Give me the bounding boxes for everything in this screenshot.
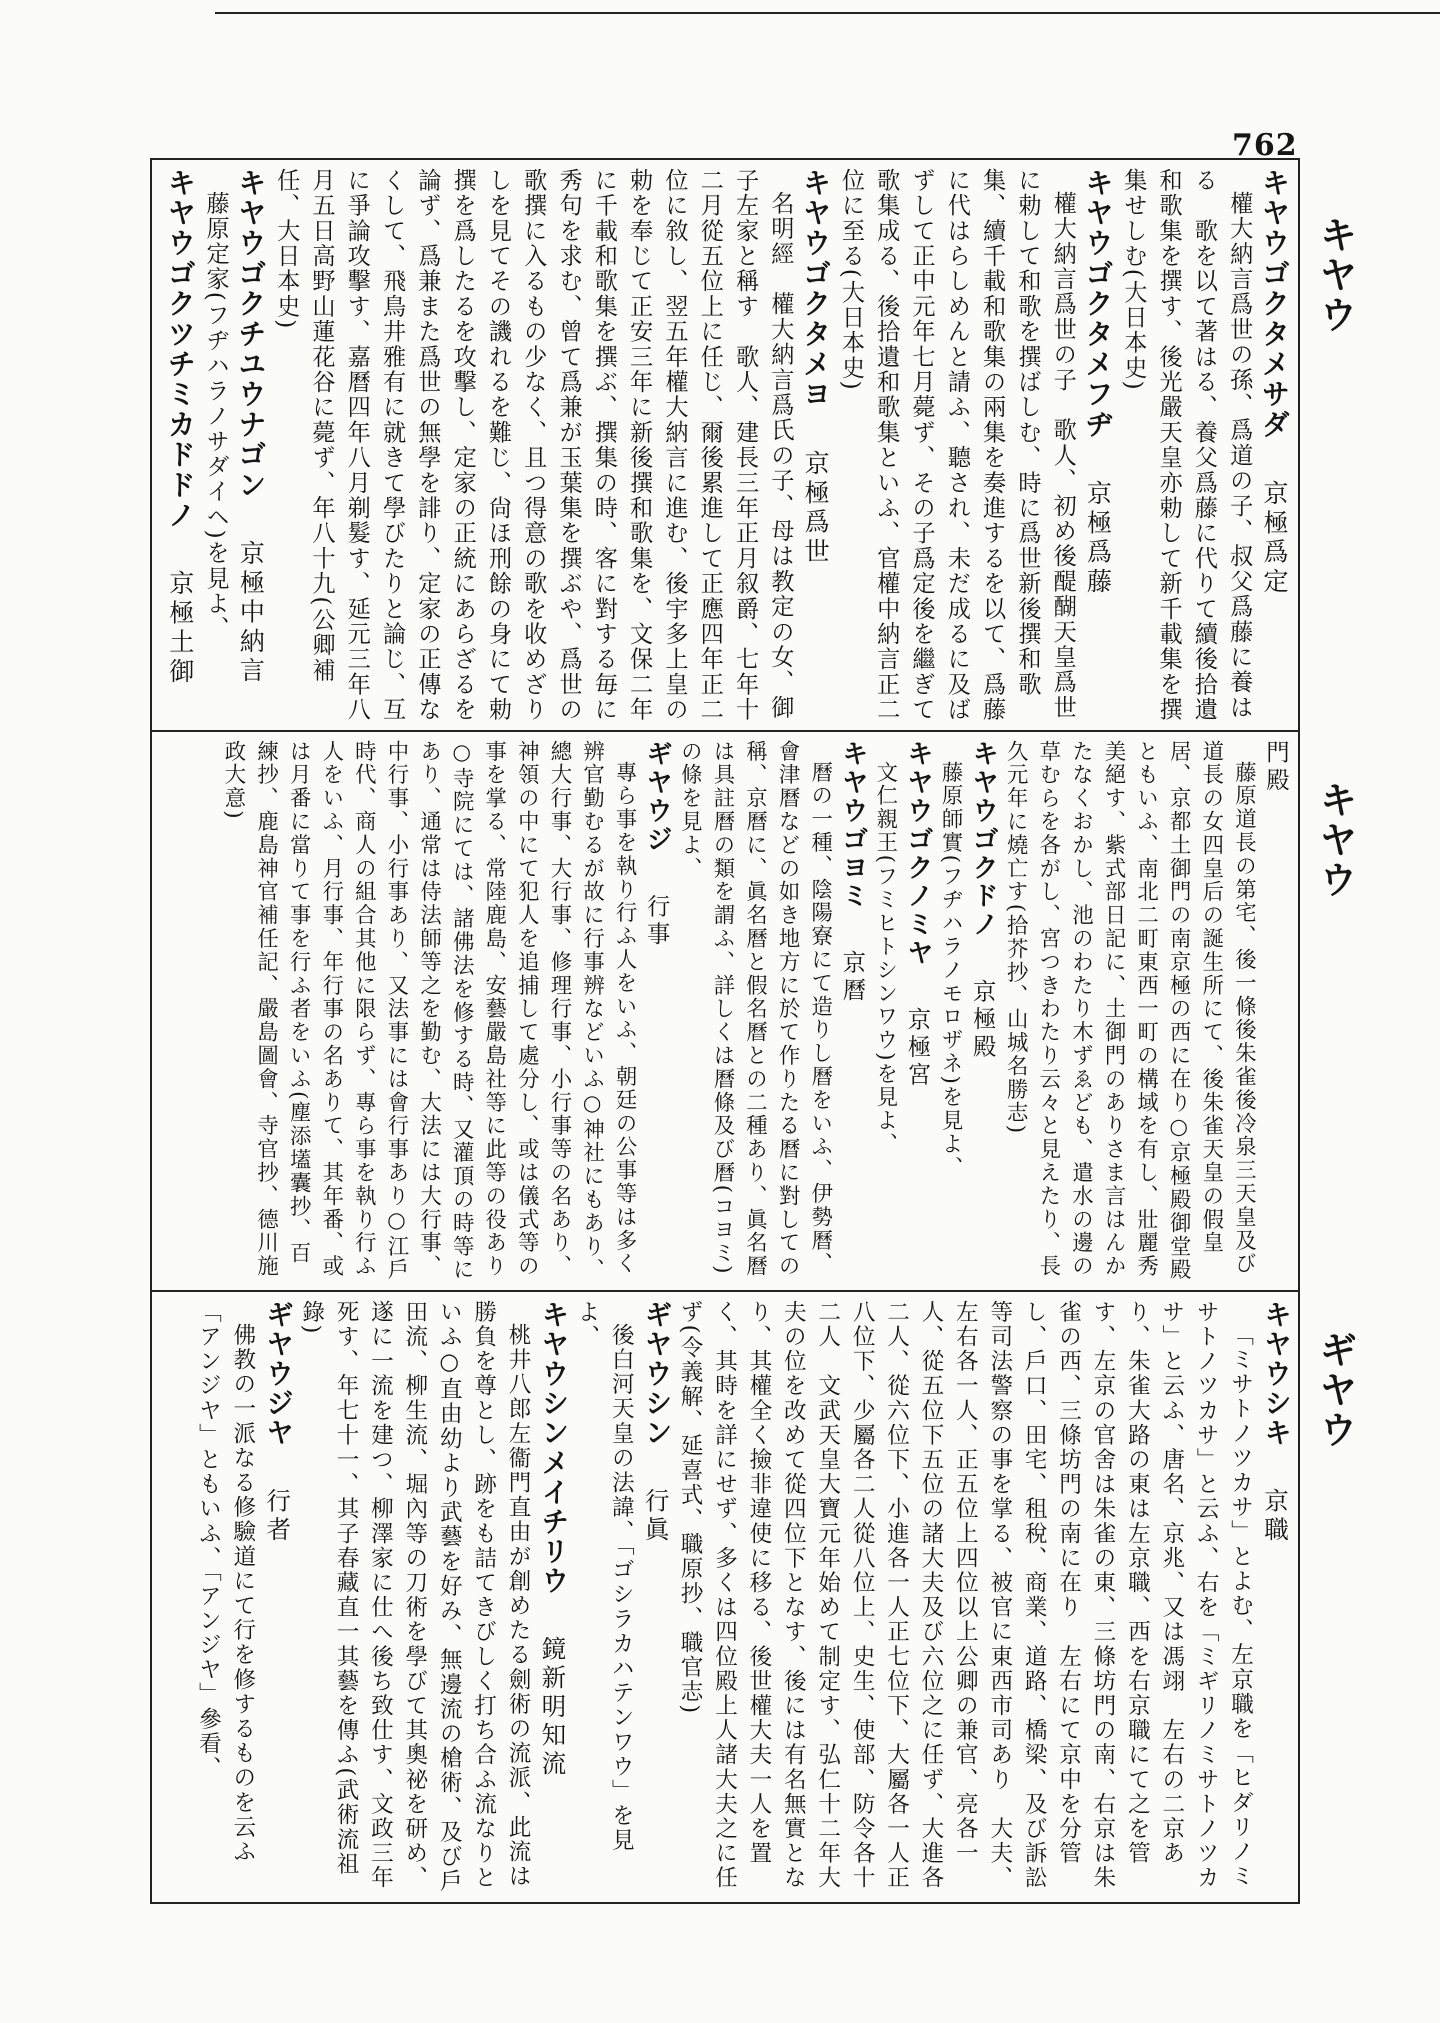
entry-body: 權大納言爲世の子 歌人、初め後醍醐天皇爲世に勅して和歌を撰ばしむ、時に爲世新後撰和歌集、續千載和歌集の兩集を奏進するを以て、爲藤に代はらしめんと請ふ、聽され、未だ成るに及ばずして正中元年七月薨ず、その子爲定後を繼ぎて歌集成る、後拾遺和歌集といふ、官權中納言正二位に至る(大日本史) <box>837 168 1077 723</box>
entry-heading <box>163 168 198 724</box>
entry-kanji-term: 京極爲世 <box>801 449 831 567</box>
entry-heading <box>1080 168 1115 724</box>
entry-heading <box>836 740 869 1284</box>
entry-kanji-term: 京極殿 <box>968 978 997 1062</box>
top-rule <box>215 12 1440 14</box>
entry-body: 佛教の一派なる修驗道にて行を修するものを云ふ「アンジヤ」ともいふ、「アンジヤ」參看、 <box>195 1300 256 1864</box>
frame-left-rule <box>150 158 152 1903</box>
entry-body: 文仁親王(フミヒトシンワウ)を見よ、 <box>872 761 898 1157</box>
dictionary-entry <box>868 740 933 1284</box>
upper-tier <box>156 168 1292 724</box>
dictionary-entry <box>198 168 269 724</box>
entry-kana-reading: キヤウゴクドノ <box>967 740 999 939</box>
entry-kanji-term: 京曆 <box>838 950 867 1006</box>
entry-heading <box>966 740 999 1284</box>
dictionary-entry <box>999 740 1292 1284</box>
entry-kana-reading: ギヤウジヤ <box>261 1300 295 1448</box>
entry-heading <box>1257 168 1292 724</box>
page-number: 762 <box>1232 128 1298 163</box>
dictionary-entry <box>191 1300 294 1896</box>
entry-kanji-term: 行者 <box>263 1488 293 1546</box>
entry-kanji-term: 京職 <box>1261 1488 1290 1546</box>
entry-heading <box>535 1300 569 1896</box>
entry-kana-reading: キヤウゴヨミ <box>837 740 869 911</box>
entry-body: 藤原師實(フヂハラノモロザネ)を見よ、 <box>938 761 964 1180</box>
entry-kana-reading: キヤウゴクツチミカドドノ <box>163 168 197 531</box>
entry-kanji-term: 京極土御 <box>165 570 195 688</box>
entry-body: 名明經 權大納言爲氏の子、母は教定の女、御子左家と稱す 歌人、建長三年正月叙爵、七年十二月從五位上に任じ、爾後累進して正應四年正二位に敘し、翌五年權大納言に進む、後宇多上皇の勅を奉じて正安三年に新後撰和歌集を、文保二年に千載和歌集を撰ぶ、撰集の時、客に對する毎に秀句を求む、曾て爲兼が玉葉集を撰ぶや、爲世の歌撰に入るもの少なく、且つ得意の歌を收めざりしを見てその譏れるを難じ、尙ほ刑餘の身にて勅撰を爲したるを攻擊し、定家の正統にあらざるを論ず、爲兼また爲世の無學を誹り、定家の正傳なくして、飛鳥井雅有に就きて學びたりと論じ、互に爭論攻擊す、嘉曆四年八月剃髮す、延元三年八月五日高野山蓮花谷に薨ず、年八十九(公卿補任、大日本史) <box>272 168 794 723</box>
entry-kanji-term: 鏡新明知流 <box>538 1636 568 1779</box>
entry-heading <box>638 1300 672 1896</box>
entry-kanji-term: 京極爲藤 <box>1083 479 1113 597</box>
entry-kana-reading: キヤウゴクタメフヂ <box>1081 168 1115 440</box>
entry-kana-reading: キヤウシンメイチリウ <box>536 1300 570 1596</box>
tier-divider-1 <box>150 730 1300 732</box>
entry-kanji-term: 行眞 <box>641 1488 671 1546</box>
dictionary-entry <box>673 740 869 1284</box>
entry-heading <box>1258 1300 1292 1896</box>
frame-top-rule <box>150 158 1300 160</box>
entry-heading <box>798 168 833 724</box>
entry-heading <box>901 740 934 1284</box>
entry-kana-reading: ギヤウジ <box>641 740 673 854</box>
entry-kana-reading: キヤウシキ <box>1259 1300 1292 1448</box>
entry-kanji-term: 京極宮 <box>903 1007 932 1090</box>
entry-kana-reading: ギヤウシン <box>639 1300 673 1448</box>
entry-body: 藤原定家(フヂハラノサダイヘ)を見よ、 <box>202 191 230 642</box>
entry-kanji-term: 京極爲定 <box>1260 479 1289 597</box>
entry-heading <box>233 168 268 724</box>
dictionary-entry <box>1116 168 1292 724</box>
frame-right-rule <box>1298 158 1300 1903</box>
dictionary-entry <box>216 740 672 1284</box>
entry-kana-reading: キヤウゴクノミヤ <box>902 740 934 968</box>
entry-body: 專ら事を執り行ふ人をいふ、朝廷の公事等は多く辨官勤むるが故に行事辨などいふ○神社にもあり、總大行事、大行事、修理行事、小行事等の名あり、神領の中にて犯人を追捕して處分し、或は儀式等の事を掌る、常陸鹿島、安藝嚴島社等に此等の役あり○寺院にては、諸佛法を修する時、又灌頂の時等にあり、通常は侍法師等之を勤む、大法には大行事、中行事、小行事あり、又法事には會行事あり○江戶時代、商人の組合其他に限らず、專ら事を執り行ふ人をいふ、月行事、年行事の名ありて、其年番、或は月番に當りて事を行ふ者をいふ(塵添壒囊抄、百練抄、鹿島神官補任記、嚴島圖會、寺官抄、德川施政大意) <box>221 740 638 1282</box>
dictionary-entry <box>268 168 833 724</box>
entry-kanji-term: 行事 <box>642 893 671 949</box>
dictionary-entry <box>673 1300 1292 1896</box>
tier-divider-2 <box>150 1290 1300 1292</box>
entry-heading <box>640 740 673 1284</box>
entry-body: 後白河天皇の法諱、「ゴシラカハテンワウ」を見よ、 <box>573 1300 635 1853</box>
entry-kana-reading: キヤウゴクタメヨ <box>799 168 833 410</box>
dictionary-entry <box>833 168 1115 724</box>
section-header-middle: キヤウ <box>1313 780 1357 900</box>
entry-body: 桃井八郎左衞門直由が創めたる劍術の流派、此流は勝負を尊とし、跡をも詰てきびしく打ち合ふ流なりといふ○直由幼より武藝を好み、無邊流の槍術、及び戶田流、柳生流、堀內等の刀術を學びて其奧祕を研め、遂に一流を建つ、柳澤家に仕へ後ち致仕す、文政三年死す、年七十一、其子春藏直一其藝を傳ふ(武術流祖錄) <box>298 1300 532 1894</box>
lower-tier <box>156 1300 1292 1896</box>
entry-kanji-term: 京極中納言 <box>236 540 266 687</box>
dictionary-entry <box>569 1300 672 1896</box>
entry-kana-reading: キヤウゴクチユウナゴン <box>234 168 268 501</box>
entry-body: 曆の一種、陰陽寮にて造りし曆をいふ、伊勢曆、會津曆などの如き地方に於て作りたる曆に對しての稱、京曆に、眞名曆と假名曆との二種あり、眞名曆は具註曆の類を謂ふ、詳しくは曆條及び曆(コヨミ)の條を見よ、 <box>677 740 833 1279</box>
entry-body: 「ミサトノツカサ」とよむ、左京職を「ヒダリノミサトノツカサ」と云ふ、右を「ミギリノミサトノツカサ」と云ふ、唐名、京兆、又は馮翊 左右の二京あり、朱雀大路の東は左京職、西を右京職にて之を管す、左京の官舍は朱雀の東、三條坊門の南、右京は朱雀の西、三條坊門の南に在り 左右にて京中を分管し、戶口、田宅、租稅、商業、道路、橋梁、及び訴訟等司法警察の事を掌る、被官に東西市司あり 大夫、左右各一人、正五位上四位以上公卿の兼官、亮各一人、從五位下五位の諸大夫及び六位之に任ず、大進各二人、從六位下、小進各一人正七位下、大屬各一人正八位下、少屬各二人從八位上、史生、使部、防令各十二人 文武天皇大寶元年始めて制定す、弘仁十二年大夫の位を改めて從四位下となす、後には有名無實となり、其權全く撿非違使に移る、後世權大夫一人を置く、其時を詳にせず、多くは四位殿上人諸大夫之に任ず(令義解、延喜式、職原抄、職官志) <box>677 1300 1254 1891</box>
frame-bottom-rule <box>150 1902 1300 1904</box>
dictionary-entry <box>933 740 998 1284</box>
entry-body: 藤原道長の第宅、後一條後朱雀後冷泉三天皇及び道長の女四皇后の誕生所にて、後朱雀天皇の假皇居、京都土御門の南京極の西に在り○京極殿御堂殿ともいふ、南北二町東西一町の構域を有し、壯麗秀美絕す、紫式部日記に、土御門のありさま言はんかたなくおかし、池のわたり木ずゑども、遣水の邊の草むらを各がし、宮つきわたり云々と見えたり、長久元年に燒亡す(拾芥抄、山城名勝志) <box>1003 740 1257 1282</box>
section-header-upper: キヤウ <box>1313 215 1357 335</box>
dictionary-entry <box>294 1300 569 1896</box>
section-header-lower: ギヤウ <box>1313 1330 1357 1450</box>
dictionary-entry <box>163 168 198 724</box>
middle-tier <box>156 740 1292 1284</box>
entry-kana-reading: キヤウゴクタメサダ <box>1258 168 1291 440</box>
entry-kanji-term: 門殿 <box>1262 740 1290 795</box>
entry-body: 權大納言爲世の孫、爲道の子、叔父爲藤に養はる 歌を以て著はる、養父爲藤に代りて續後拾遺和歌集を撰す、後光嚴天皇亦勅して新千載集を撰集せしむ(大日本史) <box>1119 168 1253 723</box>
entry-heading <box>260 1300 294 1896</box>
entry-heading <box>1259 740 1292 1284</box>
